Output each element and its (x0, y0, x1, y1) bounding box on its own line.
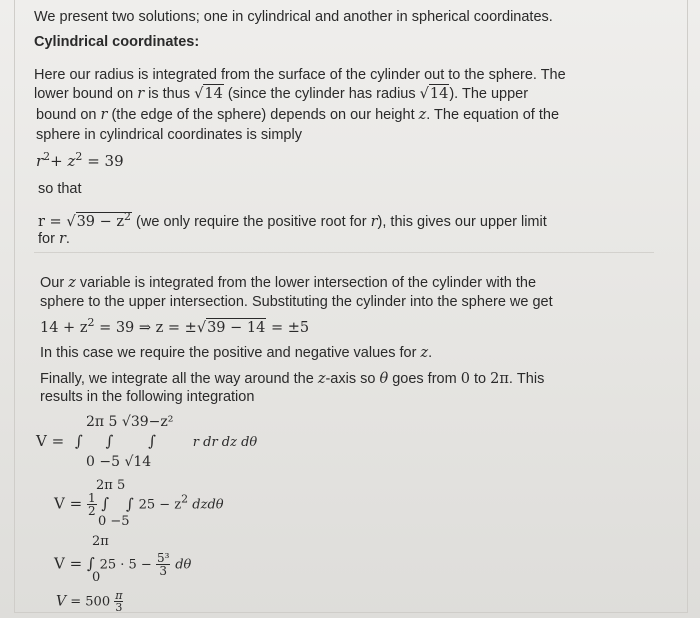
para3-line5: results in the following integration (40, 389, 255, 405)
z-bounds-equation: $14 + z^2 = 39$ ⇒ z = ±√39 − 14 = ±5 (40, 316, 310, 336)
para3-line2: sphere to the upper intersection. Substituting the cylinder into the sphere we get (40, 294, 553, 310)
integral1-upper-limits: 2π 5 √39−z² (86, 414, 174, 430)
upper-limit-line: $r = √39 - z^2$ (we only require the positive root for r), this gives our upper limit (38, 210, 547, 230)
para1-line2: lower bound on r is thus √14 (since the cylinder has radius √14). The upper (34, 86, 529, 102)
integral2-lower-limits: 0 −5 (98, 514, 130, 529)
integral1-lower-limits: 0 −5 √14 (86, 454, 152, 470)
integral1-row: V = ∫ ∫ ∫ r dr dz dθ (36, 432, 258, 450)
integral3-row: V = ∫ 25 · 5 − $\frac{\text{5³}}{3}$ dθ (54, 551, 192, 578)
integral2-row: V = $\frac{1}{2}$ ∫ ∫ $25 - z^2$ dzdθ (54, 491, 224, 518)
section-heading: Cylindrical coordinates: (34, 34, 200, 50)
integral3-lower-limit: 0 (92, 570, 101, 585)
integral2-upper-limits: 2π 5 (96, 478, 126, 493)
intro-text: We present two solutions; one in cylindrical and another in spherical coordinates. (34, 9, 553, 25)
para3-line1: Our z variable is integrated from the lower intersection of the cylinder with the (40, 275, 537, 291)
sphere-equation: $r^2+ z^2 = 39$ (36, 150, 124, 170)
para1-line4: sphere in cylindrical coordinates is simply (36, 127, 302, 143)
para1-line1: Here our radius is integrated from the surface of the cylinder out to the sphere. The (34, 67, 566, 83)
para3-line4: Finally, we integrate all the way around the z-axis so θ goes from 0 to 2π. This (40, 371, 545, 387)
so-that-text: so that (38, 181, 82, 197)
result-row: V = 500 $\frac{\pi}{3}$ (56, 589, 123, 614)
divider (34, 252, 654, 253)
integral3-upper-limit: 2π (92, 534, 109, 549)
para3-line3: In this case we require the positive and negative values for z. (40, 345, 433, 361)
for-r-line: for r. (38, 231, 70, 247)
para1-line3: bound on r (the edge of the sphere) depends on our height z. The equation of the (36, 107, 560, 123)
